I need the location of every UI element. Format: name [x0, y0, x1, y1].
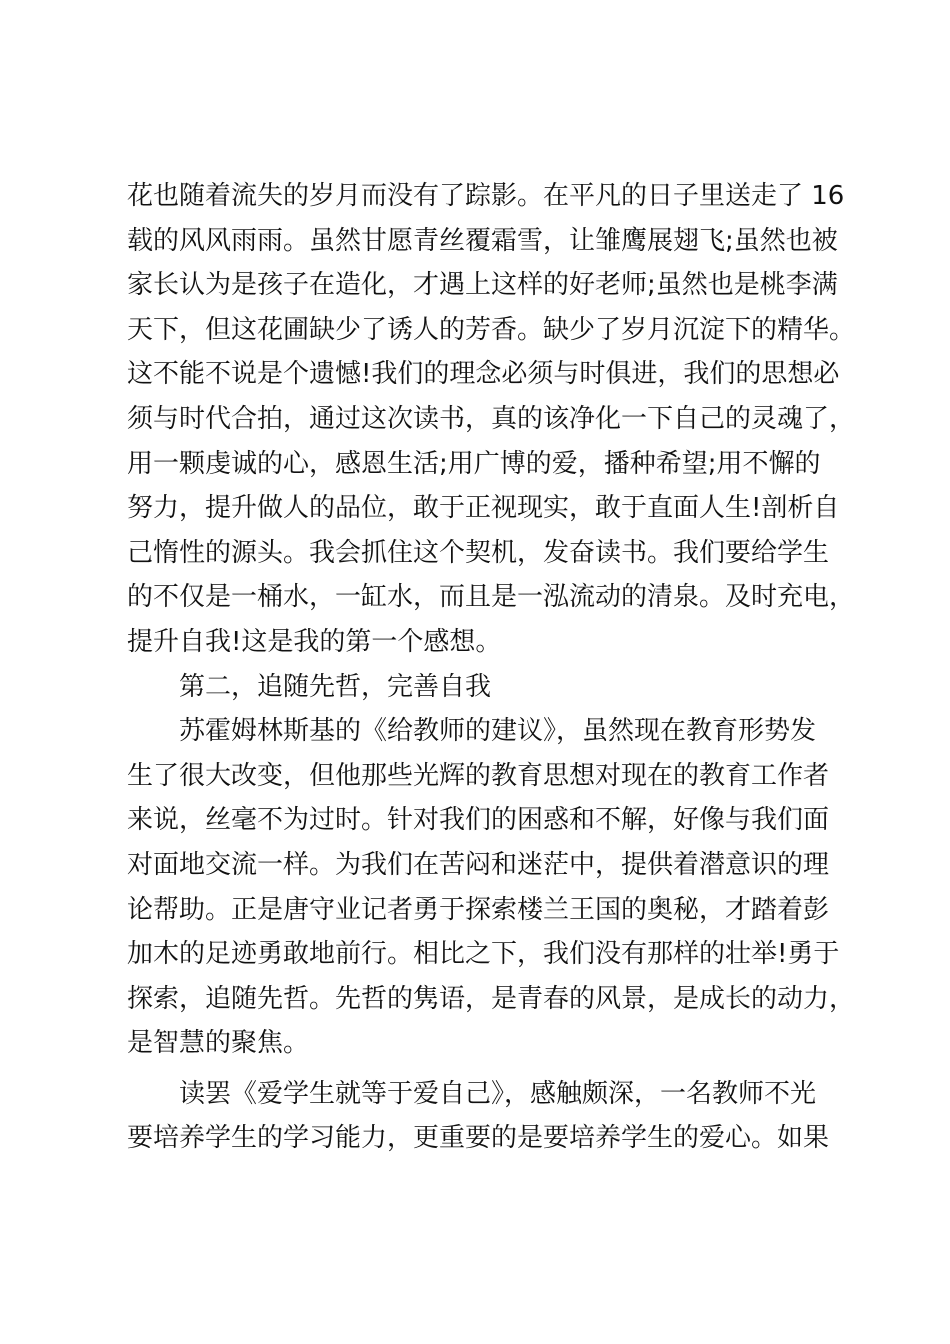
text-line: 对面地交流一样。为我们在苦闷和迷茫中，提供着潜意识的理 [127, 849, 830, 880]
text-line: 己惰性的源头。我会抓住这个契机，发奋读书。我们要给学生 [127, 537, 830, 568]
text-line: 生了很大改变，但他那些光辉的教育思想对现在的教育工作者 [127, 760, 830, 791]
paragraph-first-line: 第二，追随先哲，完善自我 [179, 671, 492, 702]
text-line: 天下，但这花圃缺少了诱人的芳香。缺少了岁月沉淀下的精华。 [127, 314, 856, 345]
text-line: 论帮助。正是唐守业记者勇于探索楼兰王国的奥秘，才踏着彭 [127, 894, 830, 925]
text-line: 家长认为是孩子在造化，才遇上这样的好老师;虽然也是桃李满 [127, 270, 838, 301]
text-line: 花也随着流失的岁月而没有了踪影。在平凡的日子里送走了 16 [127, 181, 845, 211]
document-body [127, 174, 857, 1161]
text-line: 加木的足迹勇敢地前行。相比之下，我们没有那样的壮举!勇于 [127, 939, 840, 970]
paragraph-first-line: 苏霍姆林斯基的《给教师的建议》，虽然现在教育形势发 [179, 716, 817, 747]
text-line: 载的风风雨雨。虽然甘愿青丝覆霜雪，让雏鹰展翅飞;虽然也被 [127, 225, 838, 256]
text-line: 来说，丝毫不为过时。针对我们的困惑和不解，好像与我们面 [127, 805, 830, 836]
text-line: 努力，提升做人的品位，敢于正视现实，敢于直面人生!剖析自 [127, 493, 840, 524]
text-line: 这不能不说是个遗憾!我们的理念必须与时俱进，我们的思想必 [127, 359, 840, 390]
text-line: 是智慧的聚焦。 [127, 1028, 310, 1059]
text-line: 探索，追随先哲。先哲的隽语，是青春的风景，是成长的动力， [127, 983, 856, 1014]
text-line: 的不仅是一桶水，一缸水，而且是一泓流动的清泉。及时充电， [127, 582, 856, 613]
text-line: 用一颗虔诚的心，感恩生活;用广博的爱，播种希望;用不懈的 [127, 448, 821, 479]
text-line: 要培养学生的学习能力，更重要的是要培养学生的爱心。如果 [127, 1123, 830, 1154]
text-line: 须与时代合拍，通过这次读书，真的该净化一下自己的灵魂了， [127, 403, 856, 434]
paragraph-first-line: 读罢《爱学生就等于爱自己》，感触颇深，一名教师不光 [179, 1078, 817, 1109]
text-line: 提升自我!这是我的第一个感想。 [127, 626, 502, 657]
